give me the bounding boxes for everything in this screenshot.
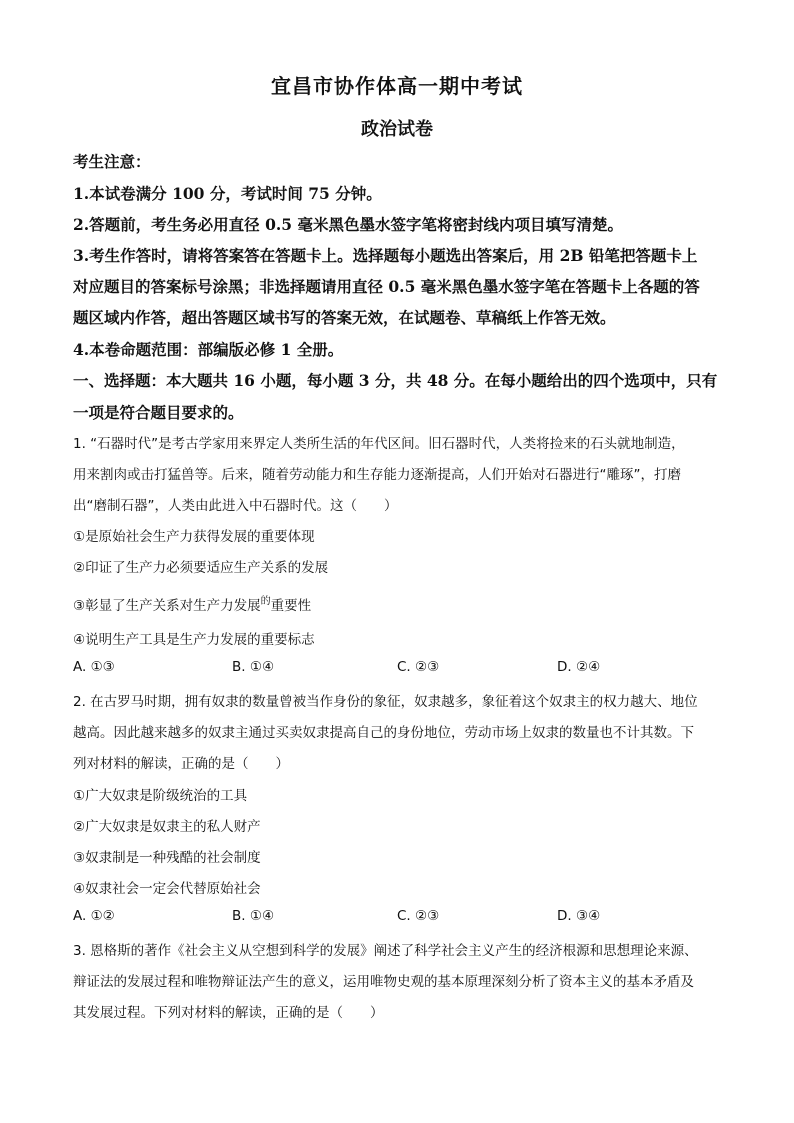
option-d[interactable]: D. ③④	[557, 908, 601, 924]
option-c[interactable]: C. ②③	[397, 908, 440, 924]
question-stem-line: 出“磨制石器”，人类由此进入中石器时代。这（ ）	[73, 498, 398, 514]
statement-item: ①是原始社会生产力获得发展的重要体现	[73, 529, 315, 545]
question-stem-line: 用来割肉或击打猛兽等。后来，随着劳动能力和生存能力逐渐提高，人们开始对石器进行“雕琢”，打磨	[73, 467, 681, 483]
option-b[interactable]: B. ①④	[232, 908, 275, 924]
option-d[interactable]: D. ②④	[557, 659, 601, 675]
option-a[interactable]: A. ①②	[73, 908, 115, 924]
exam-subject: 政治试卷	[361, 119, 433, 140]
exam-title: 宜昌市协作体高一期中考试	[271, 74, 523, 98]
question-stem-line: 1. “石器时代”是考古学家用来界定人类所生活的年代区间。旧石器时代，人类将捡来的石头就地制造，	[73, 436, 685, 452]
statement-item: ④说明生产工具是生产力发展的重要标志	[73, 632, 315, 648]
question-stem-line: 越高。因此越来越多的奴隶主通过买卖奴隶提高自己的身份地位，劳动市场上奴隶的数量也不计其数。下	[73, 725, 694, 741]
notice-line: 1.本试卷满分 100 分，考试时间 75 分钟。	[73, 184, 382, 203]
notice-line: 2.答题前，考生务必用直径 0.5 毫米黑色墨水签字笔将密封线内项目填写清楚。	[73, 215, 623, 234]
statement-text: ③彰显了生产关系对生产力发展	[73, 598, 261, 614]
statement-item: ③奴隶制是一种残酷的社会制度	[73, 850, 261, 866]
statement-item: ②广大奴隶是奴隶主的私人财产	[73, 819, 261, 835]
statement-item: ④奴隶社会一定会代替原始社会	[73, 881, 261, 897]
statement-item: ②印证了生产力必须要适应生产关系的发展	[73, 560, 329, 576]
notice-line: 3.考生作答时，请将答案答在答题卡上。选择题每小题选出答案后，用 2B 铅笔把答题卡上	[73, 246, 698, 265]
notice-line: 题区域内作答，超出答题区域书写的答案无效，在试题卷、草稿纸上作答无效。	[73, 308, 616, 327]
statement-text-tail: 重要性	[270, 598, 312, 614]
question-stem-line: 列对材料的解读，正确的是（ ）	[73, 756, 289, 772]
question-stem-line: 辩证法的发展过程和唯物辩证法产生的意义，运用唯物史观的基本原理深刻分析了资本主义的基本矛盾及	[73, 974, 694, 990]
question-stem-line: 2. 在古罗马时期，拥有奴隶的数量曾被当作身份的象征，奴隶越多，象征着这个奴隶主的权力越大、地位	[73, 694, 698, 710]
notice-line: 对应题目的答案标号涂黑；非选择题请用直径 0.5 毫米黑色墨水签字笔在答题卡上各题的答	[73, 277, 700, 296]
question-stem-line: 3. 恩格斯的著作《社会主义从空想到科学的发展》阐述了科学社会主义产生的经济根源和思想理论来源、	[73, 943, 698, 959]
question-stem-line: 其发展过程。下列对材料的解读，正确的是（ ）	[73, 1005, 384, 1021]
notice-heading: 考生注意：	[73, 152, 151, 171]
option-c[interactable]: C. ②③	[397, 659, 440, 675]
section-heading-line: 一项是符合题目要求的。	[73, 403, 244, 422]
statement-superscript: 的	[260, 596, 271, 607]
statement-item: ①广大奴隶是阶级统治的工具	[73, 788, 248, 804]
section-heading-line: 一、选择题：本大题共 16 小题，每小题 3 分，共 48 分。在每小题给出的四个选项中，只有	[73, 371, 718, 390]
statement-item	[73, 594, 311, 614]
notice-line: 4.本卷命题范围：部编版必修 1 全册。	[73, 340, 344, 359]
option-a[interactable]: A. ①③	[73, 659, 115, 675]
option-b[interactable]: B. ①④	[232, 659, 275, 675]
